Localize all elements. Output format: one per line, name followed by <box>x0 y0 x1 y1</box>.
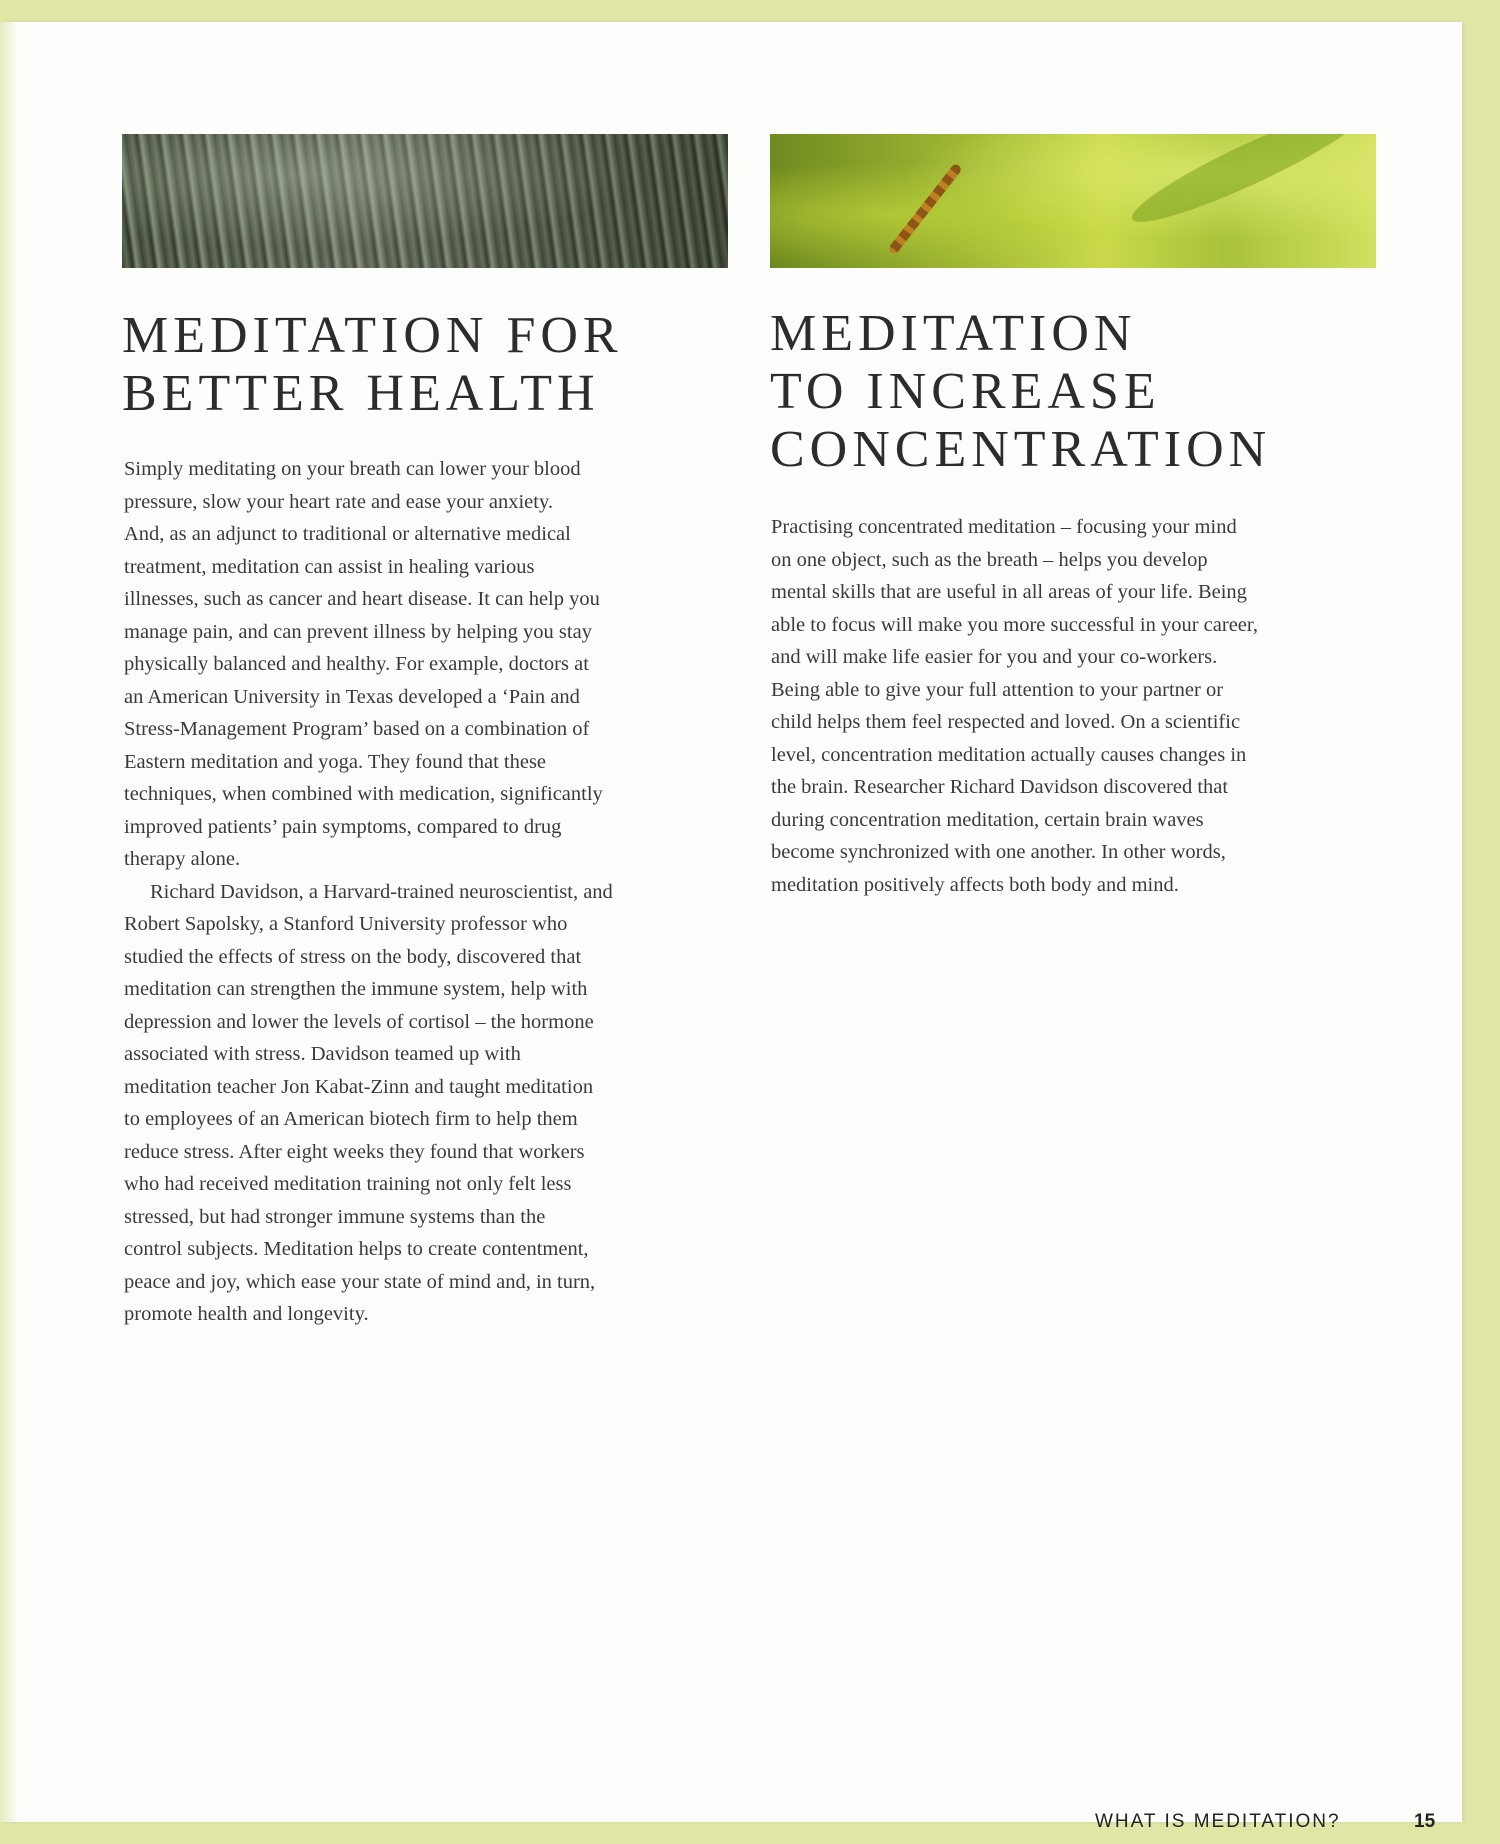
text-line: stressed, but had stronger immune systems than the <box>124 1205 546 1228</box>
text-line: meditation teacher Jon Kabat-Zinn and taught meditation <box>124 1075 594 1098</box>
text-line: meditation can strengthen the immune system, help with <box>124 978 588 1000</box>
text-line: illnesses, such as cancer and heart disease. It can help you <box>124 588 600 610</box>
text-line: control subjects. Meditation helps to create contentment, <box>124 1238 589 1260</box>
text-line: Practising concentrated meditation – focusing your mind <box>771 516 1237 538</box>
text-line: improved patients’ pain symptoms, compared to drug <box>124 815 562 838</box>
photo-dark-grass <box>122 134 728 268</box>
text-line: manage pain, and can prevent illness by helping you stay <box>124 620 592 643</box>
text-line: an American University in Texas developed a ‘Pain and <box>124 685 580 708</box>
text-line: pressure, slow your heart rate and ease your anxiety. <box>124 490 554 513</box>
text-line: promote health and longevity. <box>124 1303 369 1325</box>
heading-line: MEDITATION <box>770 305 1137 362</box>
text-line: And, as an adjunct to traditional or alternative medical <box>124 523 571 545</box>
left-article-body <box>124 453 728 1331</box>
text-line: the brain. Researcher Richard Davidson discovered that <box>771 776 1229 798</box>
heading-meditation-to-increase-concentration <box>770 305 1271 479</box>
heading-line: MEDITATION FOR <box>122 307 623 364</box>
text-line: meditation positively affects both body and mind. <box>771 873 1179 896</box>
text-line: peace and joy, which ease your state of mind and, in turn, <box>124 1270 596 1293</box>
paragraph-1 <box>124 453 728 876</box>
text-line: Robert Sapolsky, a Stanford University professor who <box>124 913 568 935</box>
page-number: 15 <box>1414 1811 1436 1832</box>
text-line: reduce stress. After eight weeks they found that workers <box>124 1140 585 1163</box>
text-line: physically balanced and healthy. For example, doctors at <box>124 653 589 675</box>
text-line: able to focus will make you more successful in your career, <box>771 613 1259 636</box>
text-line: Simply meditating on your breath can lower your blood <box>124 458 581 480</box>
text-line: level, concentration meditation actually causes changes in <box>771 743 1247 766</box>
heading-meditation-for-better-health <box>122 307 623 423</box>
heading-line: TO INCREASE <box>770 363 1161 420</box>
heading-line: CONCENTRATION <box>770 421 1272 478</box>
page-edge-shadow <box>0 22 18 1822</box>
text-line: to employees of an American biotech firm to help them <box>124 1108 578 1130</box>
right-article-body <box>771 511 1371 901</box>
text-line: and will make life easier for you and your co-workers. <box>771 646 1218 668</box>
text-line: Eastern meditation and yoga. They found that these <box>124 750 547 773</box>
book-page <box>0 22 1462 1822</box>
text-line: studied the effects of stress on the body, discovered that <box>124 945 582 968</box>
text-line: during concentration meditation, certain brain waves <box>771 808 1204 831</box>
heading-line: BETTER HEALTH <box>122 365 600 422</box>
text-line: treatment, meditation can assist in healing various <box>124 555 535 578</box>
text-line: Being able to give your full attention to your partner or <box>771 678 1224 701</box>
text-line: therapy alone. <box>124 848 241 870</box>
text-line: become synchronized with one another. In other words, <box>771 841 1226 863</box>
footer-section-title: WHAT IS MEDITATION? <box>1095 1811 1341 1832</box>
text-line: on one object, such as the breath – helps you develop <box>771 548 1208 571</box>
text-line: associated with stress. Davidson teamed up with <box>124 1043 521 1065</box>
photo-green-grass <box>770 134 1376 268</box>
text-line: depression and lower the levels of cortisol – the hormone <box>124 1010 594 1033</box>
text-line: techniques, when combined with medication, significantly <box>124 783 603 805</box>
paragraph-2 <box>124 876 728 1331</box>
text-line: Stress-Management Program’ based on a combination of <box>124 718 590 740</box>
text-line: Richard Davidson, a Harvard-trained neuroscientist, and <box>150 880 613 903</box>
paragraph-1 <box>771 511 1371 901</box>
text-line: who had received meditation training not only felt less <box>124 1173 572 1195</box>
text-line: child helps them feel respected and loved. On a scientific <box>771 711 1241 733</box>
text-line: mental skills that are useful in all areas of your life. Being <box>771 581 1247 603</box>
